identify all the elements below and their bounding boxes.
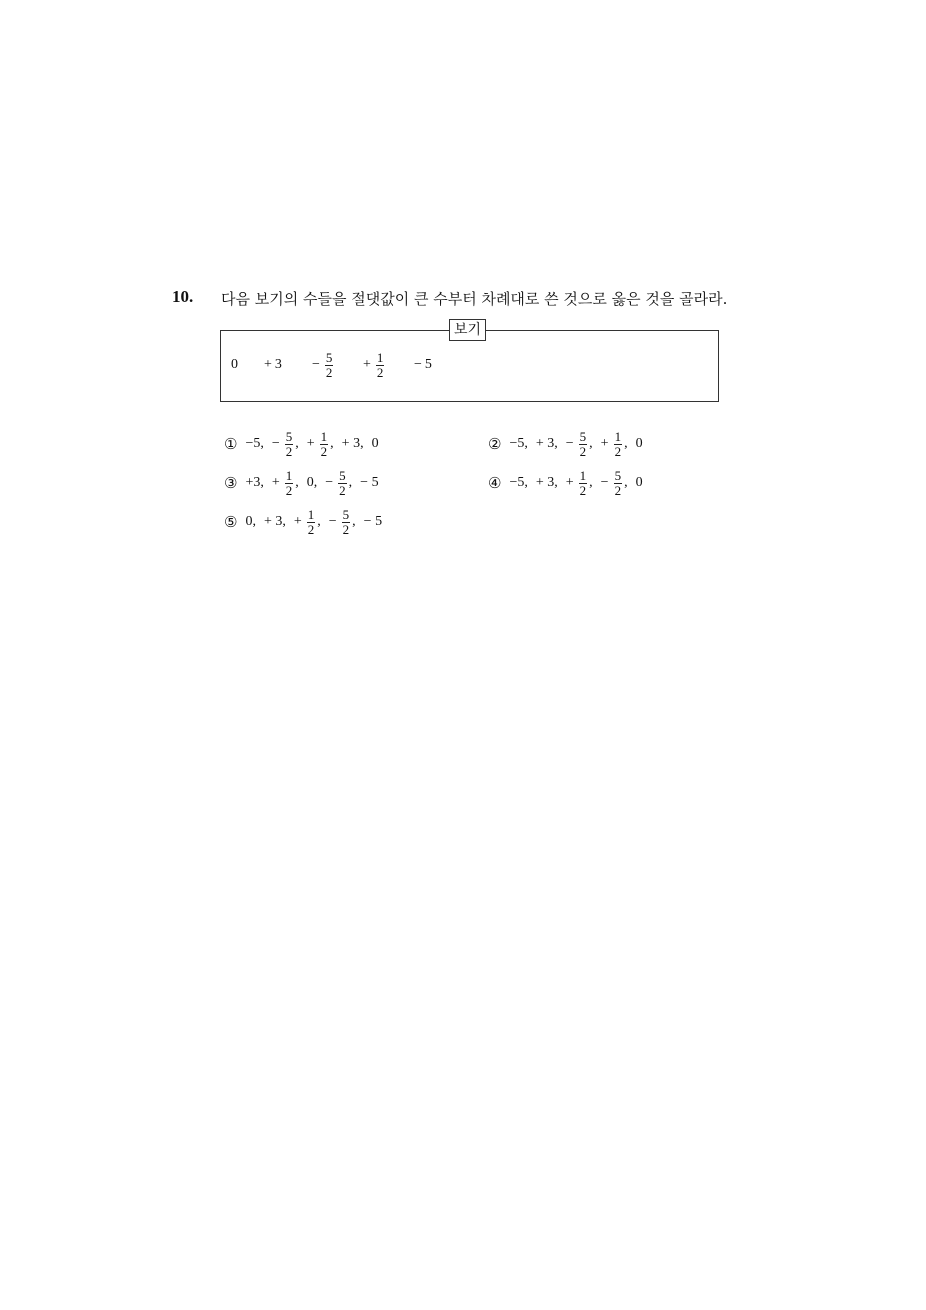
option-term: [342, 436, 372, 452]
term-value: 0: [635, 475, 643, 490]
box-item-3: [363, 345, 386, 385]
answer-option-1[interactable]: [224, 424, 387, 464]
box-item-sign: +: [363, 357, 371, 372]
option-number: ③: [224, 474, 238, 492]
example-box-label: 보기: [449, 319, 486, 341]
option-term: [245, 475, 271, 491]
term-separator: ,: [554, 436, 558, 451]
term-separator: ,: [524, 475, 528, 490]
option-term: [601, 469, 636, 498]
numerator: 1: [307, 506, 315, 522]
term-separator: ,: [260, 475, 264, 490]
numerator: 5: [614, 467, 622, 483]
denominator: 2: [579, 482, 587, 498]
numerator: 1: [614, 428, 622, 444]
fraction: [376, 351, 385, 380]
option-term: [364, 514, 390, 530]
box-item-sign: +: [264, 357, 272, 372]
question-number: 10.: [172, 287, 194, 306]
option-number: ②: [488, 435, 502, 453]
box-item-value: 5: [424, 357, 432, 372]
fraction: [307, 508, 316, 537]
option-term: [245, 436, 271, 452]
term-separator: ,: [524, 436, 528, 451]
term-separator: ,: [554, 475, 558, 490]
answer-option-3[interactable]: [224, 463, 387, 503]
term-separator: ,: [360, 436, 364, 451]
option-term: [307, 475, 326, 491]
term-separator: ,: [589, 436, 593, 451]
box-item-1: [264, 345, 282, 385]
box-item-value: 3: [274, 357, 282, 372]
term-value: 0: [245, 514, 253, 529]
term-sign: −: [328, 514, 337, 529]
numerator: 5: [579, 428, 587, 444]
term-sign: +: [293, 514, 302, 529]
option-term: [325, 469, 360, 498]
term-separator: ,: [352, 514, 356, 529]
fraction: [342, 508, 351, 537]
option-number: ⑤: [224, 513, 238, 531]
term-separator: ,: [282, 514, 286, 529]
numerator: 1: [376, 349, 384, 365]
option-term: [566, 469, 601, 498]
denominator: 2: [579, 443, 587, 459]
term-value: + 3: [535, 475, 555, 490]
fraction: [320, 430, 329, 459]
option-term: [509, 475, 535, 491]
option-term: [372, 436, 387, 452]
term-value: − 5: [363, 514, 383, 529]
option-term: [536, 475, 566, 491]
question-text: 다음 보기의 수들을 절댓값이 큰 수부터 차례대로 쓴 것으로 옳은 것을 골라라.: [221, 290, 728, 308]
option-number: ①: [224, 435, 238, 453]
denominator: 2: [325, 364, 333, 380]
option-term: [245, 514, 264, 530]
option-term: [272, 430, 307, 459]
box-item-sign: −: [312, 357, 320, 372]
term-value: −5: [245, 436, 261, 451]
term-value: 0: [371, 436, 379, 451]
option-number: ④: [488, 474, 502, 492]
term-value: −5: [509, 475, 525, 490]
fraction: [579, 469, 588, 498]
numerator: 5: [342, 506, 350, 522]
denominator: 2: [285, 482, 293, 498]
fraction: [614, 430, 623, 459]
term-separator: ,: [252, 514, 256, 529]
option-term: [264, 514, 294, 530]
term-separator: ,: [317, 514, 321, 529]
term-sign: +: [565, 475, 574, 490]
box-item-sign: −: [414, 357, 422, 372]
numerator: 1: [285, 467, 293, 483]
denominator: 2: [285, 443, 293, 459]
box-item-value: 0: [231, 357, 238, 372]
term-sign: +: [271, 475, 280, 490]
numerator: 5: [325, 349, 333, 365]
term-value: + 3: [263, 514, 283, 529]
term-separator: ,: [260, 436, 264, 451]
option-term: [636, 475, 651, 491]
term-value: +3: [245, 475, 261, 490]
term-separator: ,: [295, 436, 299, 451]
numerator: 5: [339, 467, 346, 483]
fraction: [325, 351, 334, 380]
term-separator: ,: [295, 475, 299, 490]
term-sign: +: [600, 436, 609, 451]
term-value: −5: [509, 436, 525, 451]
term-separator: ,: [313, 475, 318, 490]
box-item-4: [414, 345, 432, 385]
denominator: 2: [307, 521, 315, 537]
term-sign: −: [600, 475, 609, 490]
box-item-0: [231, 345, 238, 385]
option-term: [536, 436, 566, 452]
denominator: 2: [320, 443, 328, 459]
denominator: 2: [342, 521, 350, 537]
option-term: [601, 430, 636, 459]
option-term: [294, 508, 329, 537]
option-term: [272, 469, 307, 498]
term-separator: ,: [589, 475, 593, 490]
option-term: [636, 436, 651, 452]
numerator: 1: [320, 428, 328, 444]
denominator: 2: [614, 443, 622, 459]
denominator: 2: [376, 364, 384, 380]
option-term: [509, 436, 535, 452]
fraction: [285, 469, 294, 498]
option-term: [566, 430, 601, 459]
term-sign: +: [306, 436, 315, 451]
fraction: [614, 469, 623, 498]
term-sign: −: [271, 436, 280, 451]
term-value: + 3: [341, 436, 361, 451]
option-term: [307, 430, 342, 459]
option-term: [329, 508, 364, 537]
term-sign: −: [565, 436, 574, 451]
term-value: 0: [635, 436, 643, 451]
term-value: − 5: [360, 475, 379, 490]
term-value: + 3: [535, 436, 555, 451]
term-value: 0: [306, 475, 314, 490]
answer-option-5[interactable]: [224, 502, 390, 542]
denominator: 2: [339, 482, 346, 498]
term-separator: ,: [330, 436, 334, 451]
term-sign: −: [325, 475, 334, 490]
fraction: [285, 430, 294, 459]
term-separator: ,: [624, 475, 628, 490]
denominator: 2: [614, 482, 622, 498]
answer-option-2[interactable]: [488, 424, 651, 464]
term-separator: ,: [348, 475, 353, 490]
option-term: [360, 475, 386, 491]
numerator: 5: [285, 428, 293, 444]
numerator: 1: [579, 467, 587, 483]
answer-option-4[interactable]: [488, 463, 651, 503]
fraction: [338, 469, 347, 498]
fraction: [579, 430, 588, 459]
term-separator: ,: [624, 436, 628, 451]
box-item-2: [312, 345, 335, 385]
